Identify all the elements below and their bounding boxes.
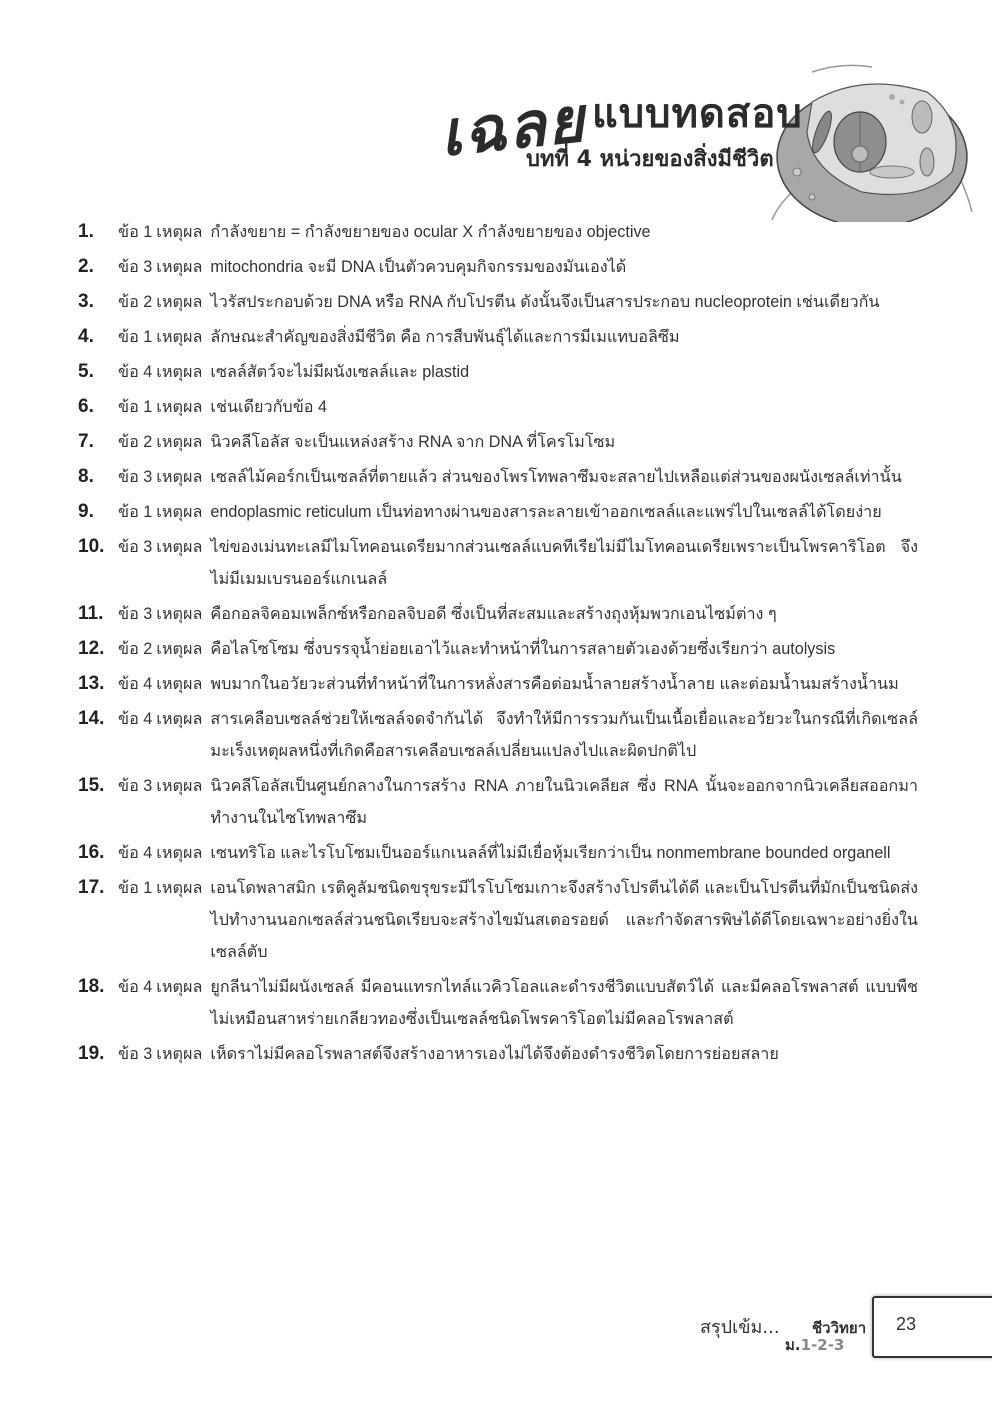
answer-number: 16. bbox=[78, 842, 105, 863]
answer-explanation: เห็ดราไม่มีคลอโรพลาสต์จึงสร้างอาหารเองไม่ได้จึงต้องดำรงชีวิตโดยการย่อยสลาย bbox=[210, 1045, 779, 1063]
chapter-subtitle: บทที่ 4 หน่วยของสิ่งมีชีวิต bbox=[526, 147, 774, 172]
reason-label: เหตุผล bbox=[156, 363, 203, 381]
answer-item bbox=[78, 668, 918, 700]
answer-choice: ข้อ 3 bbox=[118, 468, 153, 486]
answer-number: 9. bbox=[78, 501, 94, 522]
answer-explanation: นิวคลีโอลัสเป็นศูนย์กลางในการสร้าง RNA ภายในนิวเคลียส ซึ่ง RNA นั้นจะออกจากนิวเคลียสออกมาทำงานในไซโทพลาซึม bbox=[210, 777, 918, 827]
answer-explanation: พบมากในอวัยวะส่วนที่ทำหน้าที่ในการหลั่งสารคือต่อมน้ำลายสร้างน้ำลาย และต่อมน้ำนมสร้างน้ำนม bbox=[210, 675, 899, 693]
reason-label: เหตุผล bbox=[156, 879, 203, 897]
answer-item bbox=[78, 770, 918, 834]
answer-choice: ข้อ 3 bbox=[118, 605, 153, 623]
answer-choice: ข้อ 2 bbox=[118, 433, 153, 451]
answer-choice: ข้อ 4 bbox=[118, 978, 153, 996]
answer-item bbox=[78, 321, 918, 353]
answer-item bbox=[78, 872, 918, 968]
answer-explanation: ยูกลีนาไม่มีผนังเซลล์ มีคอนแทรกไทล์แวคิวโอลและดำรงชีวิตแบบสัตว์ได้ และมีคลอโรพลาสต์ แบบพืชไม่เหมือนสาหร่ายเกลียวทองซึ่งเป็นเซลล์ชนิดโพรคาริโอตไม่มีคลอโรพลาสต์ bbox=[210, 978, 918, 1028]
answer-item bbox=[78, 531, 918, 595]
reason-label: เหตุผล bbox=[156, 777, 203, 795]
answer-number: 18. bbox=[78, 976, 105, 997]
reason-label: เหตุผล bbox=[156, 293, 203, 311]
answer-explanation: endoplasmic reticulum เป็นท่อทางผ่านของสารละลายเข้าออกเซลล์และแพร่ไปในเซลล์ได้โดยง่าย bbox=[210, 503, 882, 521]
answer-list bbox=[78, 216, 918, 1070]
subject-label: ชีววิทยา bbox=[812, 1319, 867, 1337]
answer-number: 14. bbox=[78, 708, 105, 729]
answer-number: 6. bbox=[78, 396, 94, 417]
answer-explanation: เซลล์สัตว์จะไม่มีผนังเซลล์และ plastid bbox=[210, 363, 470, 381]
reason-label: เหตุผล bbox=[156, 433, 203, 451]
reason-label: เหตุผล bbox=[156, 675, 203, 693]
answer-choice: ข้อ 1 bbox=[118, 879, 153, 897]
answer-choice: ข้อ 2 bbox=[118, 640, 153, 658]
answer-item bbox=[78, 356, 918, 388]
series-brand: สรุปเข้ม... bbox=[700, 1317, 780, 1338]
answer-number: 1. bbox=[78, 221, 94, 242]
answer-explanation: เซนทริโอ และไรโบโซมเป็นออร์แกเนลล์ที่ไม่มีเยื่อหุ้มเรียกว่าเป็น nonmembrane bounded organell bbox=[210, 844, 891, 862]
answer-explanation: เซลล์ไม้คอร์กเป็นเซลล์ที่ตายแล้ว ส่วนของโพรโทพลาซึมจะสลายไปเหลือแต่ส่วนของผนังเซลล์เท่านั้น bbox=[210, 468, 902, 486]
answer-number: 13. bbox=[78, 673, 105, 694]
reason-label: เหตุผล bbox=[156, 258, 203, 276]
answer-choice: ข้อ 4 bbox=[118, 844, 153, 862]
answer-choice: ข้อ 3 bbox=[118, 1045, 153, 1063]
answer-item bbox=[78, 837, 918, 869]
reason-label: เหตุผล bbox=[156, 1045, 203, 1063]
reason-label: เหตุผล bbox=[156, 503, 203, 521]
answer-choice: ข้อ 3 bbox=[118, 538, 153, 556]
answer-item bbox=[78, 216, 918, 248]
answer-number: 17. bbox=[78, 877, 105, 898]
answer-number: 8. bbox=[78, 466, 94, 487]
answer-item bbox=[78, 703, 918, 767]
answer-choice: ข้อ 2 bbox=[118, 293, 153, 311]
answer-number: 3. bbox=[78, 291, 94, 312]
answer-explanation: ลักษณะสำคัญของสิ่งมีชีวิต คือ การสืบพันธุ์ได้และการมีเมแทบอลิซึม bbox=[210, 328, 680, 346]
page-number: 23 bbox=[896, 1314, 917, 1334]
answer-item bbox=[78, 461, 918, 493]
answer-choice: ข้อ 3 bbox=[118, 258, 153, 276]
grade-levels: 1-2-3 bbox=[800, 1336, 845, 1354]
answer-explanation: ไข่ของเม่นทะเลมีไมโทคอนเดรียมากส่วนเซลล์แบคทีเรียไม่มีไมโทคอนเดรียเพราะเป็นโพรคาริโอต จึงไม่มีเมมเบรนออร์แกเนลล์ bbox=[210, 538, 918, 588]
reason-label: เหตุผล bbox=[156, 328, 203, 346]
page-number-frame bbox=[872, 1296, 992, 1358]
answer-item bbox=[78, 426, 918, 458]
answer-number: 19. bbox=[78, 1043, 105, 1064]
animal-cell-illustration bbox=[752, 62, 992, 222]
reason-label: เหตุผล bbox=[156, 398, 203, 416]
reason-label: เหตุผล bbox=[156, 978, 203, 996]
page-header bbox=[0, 0, 992, 210]
reason-label: เหตุผล bbox=[156, 710, 203, 728]
answer-explanation: เอนโดพลาสมิก เรติคูลัมชนิดขรุขระมีไรโบโซมเกาะจึงสร้างโปรตีนได้ดี และเป็นโปรตีนที่มักเป็นชนิดส่งไปทำงานนอกเซลล์ส่วนชนิดเรียบจะสร้างไขมันสเตอรอยด์ และกำจัดสารพิษได้ดีโดยเฉพาะอย่างยิ่งในเซลล์ตับ bbox=[210, 879, 918, 961]
answer-item bbox=[78, 971, 918, 1035]
reason-label: เหตุผล bbox=[156, 538, 203, 556]
answer-number: 10. bbox=[78, 536, 105, 557]
grade-prefix: ม. bbox=[785, 1336, 801, 1354]
answer-item bbox=[78, 286, 918, 318]
answer-explanation: ไวรัสประกอบด้วย DNA หรือ RNA กับโปรตีน ดังนั้นจึงเป็นสารประกอบ nucleoprotein เช่นเดียวกัน bbox=[210, 293, 880, 311]
answer-choice: ข้อ 3 bbox=[118, 777, 153, 795]
answer-explanation: คือกอลจิคอมเพล็กซ์หรือกอลจิบอดี ซึ่งเป็นที่สะสมและสร้างถุงหุ้มพวกเอนไซม์ต่าง ๆ bbox=[210, 605, 777, 623]
answer-number: 4. bbox=[78, 326, 94, 347]
answer-choice: ข้อ 1 bbox=[118, 328, 153, 346]
answer-explanation: สารเคลือบเซลล์ช่วยให้เซลล์จดจำกันได้ จึงทำให้มีการรวมกันเป็นเนื้อเยื่อและอวัยวะในกรณีที่เกิดเซลล์มะเร็งเหตุผลหนึ่งที่เกิดคือสารเคลือบเซลล์เปลี่ยนแปลงไปและผิดปกติไป bbox=[210, 710, 918, 760]
reason-label: เหตุผล bbox=[156, 640, 203, 658]
answer-choice: ข้อ 1 bbox=[118, 223, 153, 241]
answer-item bbox=[78, 1038, 918, 1070]
answer-explanation: mitochondria จะมี DNA เป็นตัวควบคุมกิจกรรมของมันเองได้ bbox=[210, 258, 627, 276]
answer-explanation: นิวคลีโอลัส จะเป็นแหล่งสร้าง RNA จาก DNA ที่โครโมโซม bbox=[210, 433, 616, 451]
answer-number: 15. bbox=[78, 775, 105, 796]
answer-explanation: เช่นเดียวกับข้อ 4 bbox=[210, 398, 327, 416]
reason-label: เหตุผล bbox=[156, 223, 203, 241]
reason-label: เหตุผล bbox=[156, 468, 203, 486]
answer-choice: ข้อ 4 bbox=[118, 363, 153, 381]
answer-number: 12. bbox=[78, 638, 105, 659]
answer-number: 2. bbox=[78, 256, 94, 277]
answer-item bbox=[78, 598, 918, 630]
answer-explanation: คือไลโซโซม ซึ่งบรรจุน้ำย่อยเอาไว้และทำหน้าที่ในการสลายตัวเองด้วยซึ่งเรียกว่า autolysis bbox=[210, 640, 836, 658]
answer-choice: ข้อ 1 bbox=[118, 503, 153, 521]
answer-item bbox=[78, 251, 918, 283]
answer-key-script-title: เฉลย bbox=[436, 82, 590, 171]
answer-number: 11. bbox=[78, 603, 104, 624]
reason-label: เหตุผล bbox=[156, 605, 203, 623]
answer-choice: ข้อ 1 bbox=[118, 398, 153, 416]
answer-explanation: กำลังขยาย = กำลังขยายของ ocular X กำลังขยายของ objective bbox=[210, 223, 651, 241]
answer-item bbox=[78, 391, 918, 423]
answer-choice: ข้อ 4 bbox=[118, 710, 153, 728]
answer-item bbox=[78, 633, 918, 665]
answer-number: 5. bbox=[78, 361, 94, 382]
grade-label bbox=[785, 1333, 844, 1357]
answer-choice: ข้อ 4 bbox=[118, 675, 153, 693]
reason-label: เหตุผล bbox=[156, 844, 203, 862]
answer-item bbox=[78, 496, 918, 528]
quiz-title: แบบทดสอบ bbox=[592, 91, 803, 137]
answer-number: 7. bbox=[78, 431, 94, 452]
